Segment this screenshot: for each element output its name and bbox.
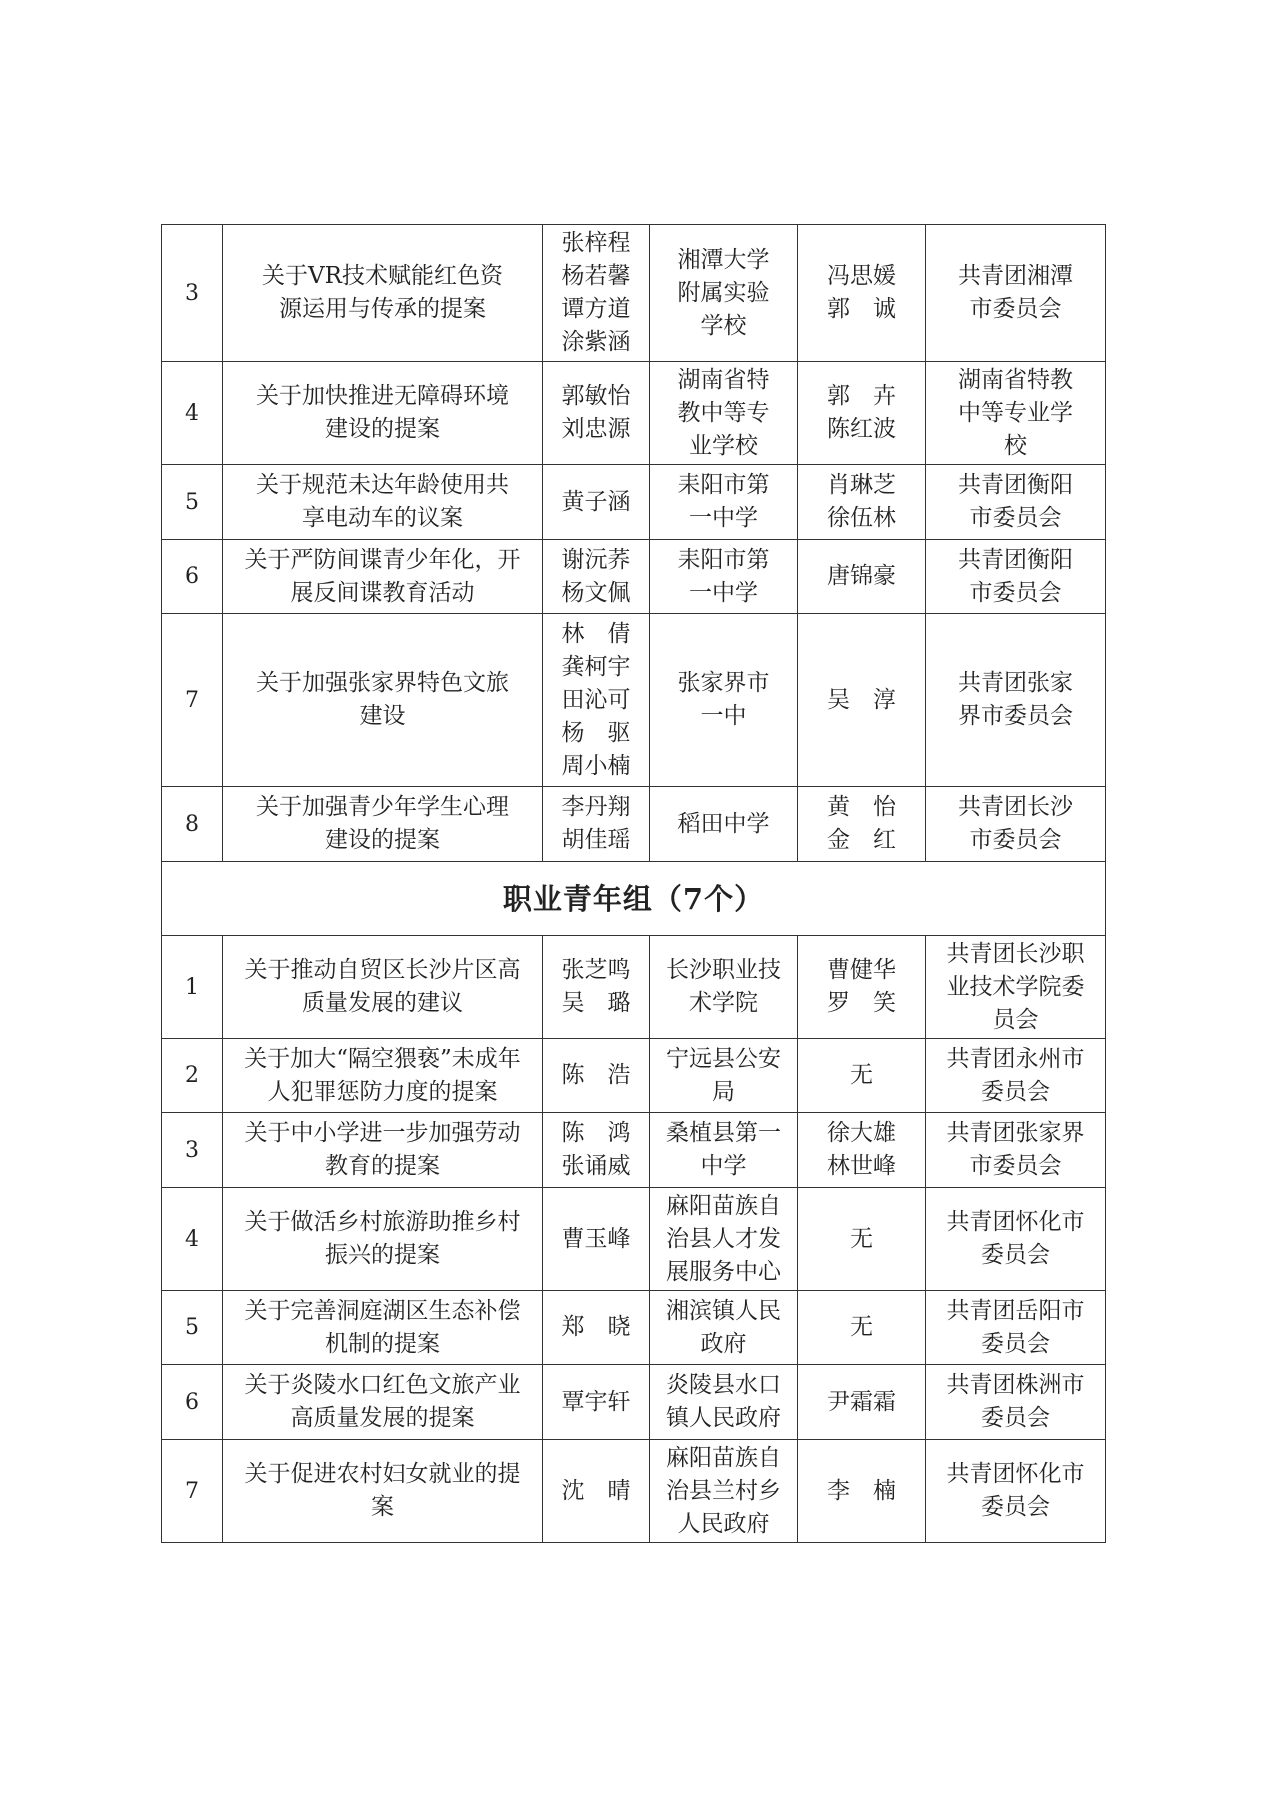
cell-tutor (798, 362, 926, 465)
cell-recommender (926, 225, 1106, 362)
cell-tutor (798, 936, 926, 1039)
cell-line: 关于做活乡村旅游助推乡村 (244, 1209, 521, 1235)
cell-line: 学校 (700, 312, 747, 339)
cell-unit (650, 614, 798, 787)
cell-tutor (798, 787, 926, 862)
cell-authors (543, 362, 650, 465)
cell-tutor (798, 1113, 926, 1188)
cell-title (223, 1113, 543, 1188)
cell-line: 共青团张家 (958, 670, 1073, 696)
cell-line: 张诵威 (561, 1153, 631, 1179)
cell-line: 郑 晓 (561, 1314, 631, 1340)
cell-line: 关于规范未达年龄使用共 (256, 472, 509, 498)
cell-line: 市委员会 (969, 296, 1062, 322)
cell-line: 共青团永州市 (946, 1045, 1085, 1072)
cell-line: 关于严防间谍青少年化，开 (244, 546, 521, 573)
cell-line: 陈 鸿 (561, 1120, 631, 1146)
table-body (162, 225, 1106, 1543)
cell-line: 无 (850, 1062, 873, 1088)
cell-line: 宁远县公安 (666, 1045, 781, 1072)
cell-line: 涂紫涵 (561, 329, 631, 355)
cell-no: 3 (162, 1113, 223, 1188)
cell-line: 共青团株洲市 (946, 1372, 1085, 1398)
cell-line: 林世峰 (827, 1153, 896, 1179)
proposal-table (161, 224, 1106, 1543)
cell-unit (650, 936, 798, 1039)
cell-line: 覃宇轩 (561, 1388, 631, 1415)
cell-line: 人犯罪惩防力度的提案 (267, 1078, 498, 1105)
cell-line: 谢沅荞 (561, 546, 631, 573)
cell-title (223, 1039, 543, 1113)
cell-line: 机制的提案 (325, 1330, 440, 1357)
cell-line: 沈 晴 (561, 1477, 631, 1504)
cell-line: 展服务中心 (666, 1258, 781, 1285)
cell-no: 2 (162, 1039, 223, 1113)
table-row (162, 1291, 1106, 1365)
cell-line: 关于加快推进无障碍环境 (256, 383, 509, 409)
cell-line: 谭方道 (561, 296, 631, 322)
cell-line: 建设的提案 (325, 827, 440, 853)
cell-line: 一中学 (689, 579, 758, 606)
table-row (162, 1440, 1106, 1543)
cell-line: 员会 (992, 1006, 1039, 1033)
cell-line: 关于VR技术赋能红色资 (262, 263, 503, 289)
cell-recommender (926, 1188, 1106, 1291)
cell-line: 徐大雄 (827, 1120, 896, 1146)
cell-line: 校 (1004, 432, 1027, 459)
cell-line: 委员会 (981, 1330, 1050, 1357)
cell-line: 湘潭大学 (677, 246, 770, 273)
cell-line: 桑植县第一 (666, 1120, 781, 1146)
cell-unit (650, 1113, 798, 1188)
cell-line: 共青团岳阳市 (946, 1297, 1085, 1324)
cell-line: 无 (850, 1314, 873, 1340)
cell-line: 关于加强张家界特色文旅 (256, 670, 509, 696)
cell-line: 周小楠 (561, 752, 631, 779)
cell-line: 杨若馨 (561, 263, 631, 289)
cell-line: 陈红波 (827, 416, 896, 442)
cell-tutor (798, 225, 926, 362)
cell-authors (543, 787, 650, 862)
cell-line: 展反间谍教育活动 (290, 579, 475, 606)
cell-title (223, 936, 543, 1039)
cell-no: 3 (162, 225, 223, 362)
cell-title (223, 1291, 543, 1365)
cell-line: 稻田中学 (677, 810, 770, 837)
cell-line: 共青团长沙职 (946, 940, 1085, 967)
cell-line: 长沙职业技 (666, 957, 781, 983)
cell-recommender (926, 1113, 1106, 1188)
section-heading: 职业青年组（7个） (162, 862, 1106, 936)
cell-line: 人民政府 (677, 1510, 770, 1537)
cell-recommender (926, 614, 1106, 787)
cell-authors (543, 465, 650, 540)
cell-tutor (798, 1440, 926, 1543)
cell-line: 界市委员会 (958, 703, 1073, 729)
cell-authors (543, 1188, 650, 1291)
cell-line: 徐伍林 (827, 505, 896, 531)
cell-line: 尹霜霜 (827, 1388, 896, 1415)
cell-recommender (926, 1039, 1106, 1113)
cell-line: 冯思媛 (827, 263, 896, 289)
table-row (162, 1188, 1106, 1291)
cell-line: 林 倩 (561, 620, 631, 647)
cell-tutor (798, 540, 926, 614)
cell-unit (650, 225, 798, 362)
cell-line: 局 (712, 1078, 735, 1105)
cell-line: 建设的提案 (325, 416, 440, 442)
cell-recommender (926, 362, 1106, 465)
cell-line: 杨文佩 (561, 579, 631, 606)
cell-recommender (926, 540, 1106, 614)
cell-line: 胡佳瑶 (561, 827, 631, 853)
cell-line: 黄 怡 (827, 794, 896, 820)
cell-line: 黄子涵 (561, 488, 631, 515)
cell-line: 振兴的提案 (325, 1242, 440, 1268)
cell-line: 湖南省特 (677, 366, 770, 393)
cell-authors (543, 225, 650, 362)
cell-line: 建设 (359, 703, 406, 729)
cell-authors (543, 614, 650, 787)
cell-no: 4 (162, 362, 223, 465)
cell-no: 6 (162, 540, 223, 614)
cell-line: 杨 驱 (561, 719, 631, 746)
cell-line: 张梓程 (561, 230, 631, 256)
table-row (162, 1365, 1106, 1440)
cell-authors (543, 1113, 650, 1188)
cell-unit (650, 1440, 798, 1543)
cell-no: 5 (162, 1291, 223, 1365)
section-row (162, 862, 1106, 936)
cell-no: 6 (162, 1365, 223, 1440)
cell-recommender (926, 1365, 1106, 1440)
cell-line: 李丹翔 (561, 794, 631, 820)
cell-unit (650, 1039, 798, 1113)
cell-authors (543, 1365, 650, 1440)
cell-line: 市委员会 (969, 827, 1062, 853)
cell-title (223, 614, 543, 787)
cell-line: 共青团衡阳 (958, 546, 1073, 573)
cell-line: 教育的提案 (325, 1153, 440, 1179)
cell-no: 1 (162, 936, 223, 1039)
cell-line: 关于完善洞庭湖区生态补偿 (244, 1297, 521, 1324)
cell-line: 质量发展的建议 (302, 990, 463, 1016)
cell-unit (650, 1188, 798, 1291)
cell-no: 8 (162, 787, 223, 862)
cell-title (223, 787, 543, 862)
table-row (162, 1039, 1106, 1113)
cell-line: 委员会 (981, 1405, 1050, 1431)
cell-line: 委员会 (981, 1078, 1050, 1105)
cell-line: 龚柯宇 (561, 653, 631, 680)
cell-line: 肖琳芝 (827, 472, 896, 498)
cell-line: 张芝鸣 (561, 957, 631, 983)
cell-authors (543, 1440, 650, 1543)
table-row (162, 1113, 1106, 1188)
cell-recommender (926, 1440, 1106, 1543)
cell-line: 湘滨镇人民 (666, 1297, 781, 1324)
cell-line: 炎陵县水口 (666, 1372, 781, 1398)
table-row (162, 787, 1106, 862)
cell-line: 委员会 (981, 1242, 1050, 1268)
cell-recommender (926, 1291, 1106, 1365)
cell-line: 高质量发展的提案 (290, 1405, 475, 1431)
cell-line: 治县人才发 (666, 1225, 781, 1252)
cell-line: 中学 (700, 1153, 747, 1179)
cell-line: 治县兰村乡 (666, 1477, 781, 1504)
cell-line: 市委员会 (969, 1153, 1062, 1179)
cell-line: 耒阳市第 (677, 546, 770, 573)
cell-line: 唐锦豪 (827, 563, 896, 589)
cell-recommender (926, 787, 1106, 862)
cell-line: 镇人民政府 (666, 1405, 781, 1431)
cell-line: 曹健华 (827, 957, 896, 983)
cell-unit (650, 465, 798, 540)
cell-line: 吴 淳 (827, 686, 896, 713)
cell-line: 关于加大“隔空猥亵”未成年 (244, 1045, 521, 1072)
cell-line: 共青团怀化市 (946, 1209, 1085, 1235)
cell-line: 湖南省特教 (958, 366, 1073, 393)
cell-tutor (798, 1291, 926, 1365)
table-row (162, 362, 1106, 465)
cell-line: 一中 (700, 703, 747, 729)
cell-authors (543, 936, 650, 1039)
cell-line: 享电动车的议案 (302, 505, 463, 531)
cell-line: 麻阳苗族自 (666, 1444, 781, 1471)
cell-tutor (798, 1188, 926, 1291)
cell-authors (543, 540, 650, 614)
table-row (162, 465, 1106, 540)
cell-line: 麻阳苗族自 (666, 1192, 781, 1219)
cell-title (223, 465, 543, 540)
cell-no: 5 (162, 465, 223, 540)
table-row (162, 936, 1106, 1039)
cell-line: 金 红 (827, 827, 896, 853)
cell-title (223, 540, 543, 614)
cell-title (223, 1365, 543, 1440)
cell-line: 关于中小学进一步加强劳动 (244, 1120, 521, 1146)
cell-line: 田沁可 (561, 686, 631, 713)
cell-title (223, 362, 543, 465)
cell-line: 共青团张家界 (946, 1120, 1085, 1146)
cell-line: 关于促进农村妇女就业的提 (244, 1461, 521, 1487)
cell-line: 术学院 (689, 990, 758, 1016)
cell-tutor (798, 614, 926, 787)
cell-line: 郭 诚 (827, 296, 896, 322)
cell-recommender (926, 465, 1106, 540)
cell-unit (650, 540, 798, 614)
cell-line: 市委员会 (969, 505, 1062, 531)
cell-line: 耒阳市第 (677, 472, 770, 498)
cell-line: 关于推动自贸区长沙片区高 (244, 957, 521, 983)
cell-line: 政府 (700, 1330, 747, 1357)
cell-line: 关于炎陵水口红色文旅产业 (244, 1372, 521, 1398)
cell-line: 郭 卉 (827, 383, 896, 409)
cell-line: 案 (371, 1494, 394, 1520)
table-row (162, 614, 1106, 787)
cell-tutor (798, 1365, 926, 1440)
table-row (162, 540, 1106, 614)
cell-no: 7 (162, 614, 223, 787)
cell-tutor (798, 1039, 926, 1113)
cell-line: 无 (850, 1225, 873, 1252)
cell-line: 陈 浩 (561, 1062, 631, 1088)
cell-unit (650, 362, 798, 465)
cell-line: 郭敏怡 (561, 383, 631, 409)
cell-line: 委员会 (981, 1494, 1050, 1520)
cell-line: 附属实验 (677, 279, 770, 306)
cell-line: 共青团湘潭 (958, 263, 1073, 289)
cell-line: 刘忠源 (561, 416, 631, 442)
cell-line: 曹玉峰 (561, 1225, 631, 1252)
cell-line: 中等专业学 (958, 399, 1073, 426)
cell-line: 吴 璐 (561, 990, 631, 1016)
cell-unit (650, 1291, 798, 1365)
cell-line: 教中等专 (677, 399, 770, 426)
cell-line: 共青团长沙 (958, 794, 1073, 820)
cell-line: 业技术学院委 (946, 973, 1085, 1000)
cell-title (223, 1188, 543, 1291)
cell-no: 4 (162, 1188, 223, 1291)
cell-line: 共青团衡阳 (958, 472, 1073, 498)
cell-line: 罗 笑 (827, 990, 896, 1016)
cell-line: 张家界市 (677, 670, 770, 696)
cell-title (223, 225, 543, 362)
cell-tutor (798, 465, 926, 540)
cell-line: 一中学 (689, 505, 758, 531)
cell-unit (650, 787, 798, 862)
cell-line: 关于加强青少年学生心理 (256, 794, 509, 820)
table-row (162, 225, 1106, 362)
cell-unit (650, 1365, 798, 1440)
cell-no: 7 (162, 1440, 223, 1543)
cell-authors (543, 1291, 650, 1365)
cell-line: 共青团怀化市 (946, 1461, 1085, 1487)
cell-title (223, 1440, 543, 1543)
cell-recommender (926, 936, 1106, 1039)
cell-line: 业学校 (689, 432, 758, 459)
cell-line: 李 楠 (827, 1477, 896, 1504)
cell-line: 源运用与传承的提案 (279, 296, 486, 322)
cell-line: 市委员会 (969, 579, 1062, 606)
cell-authors (543, 1039, 650, 1113)
